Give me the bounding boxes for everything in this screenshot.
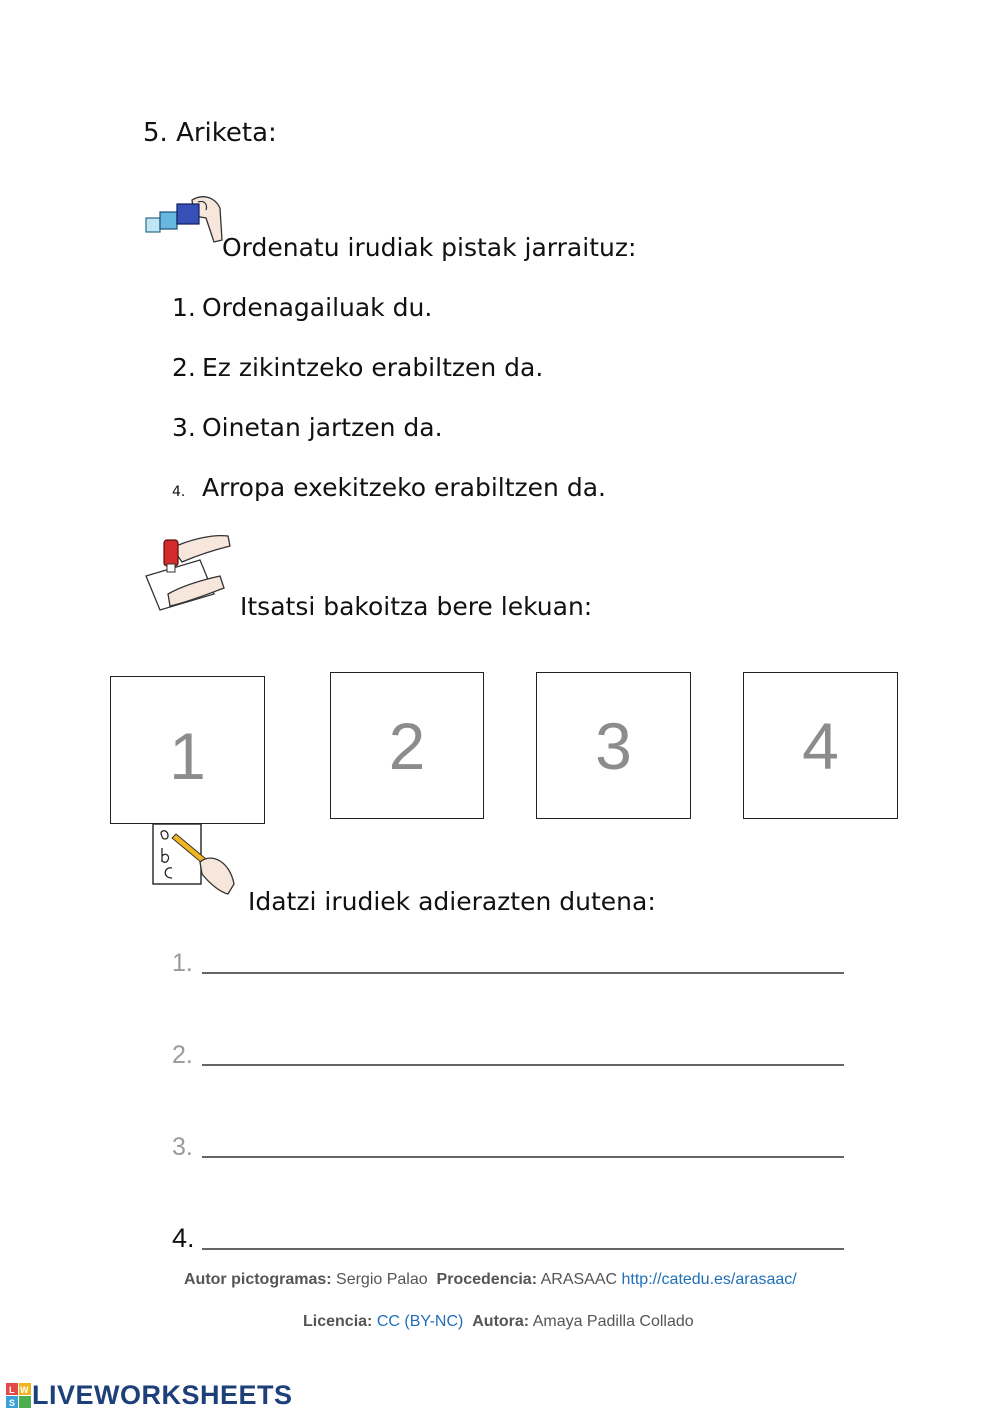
license-link[interactable]: CC (BY-NC) (376, 1313, 464, 1330)
clue-1 (172, 293, 432, 322)
source-name: ARASAAC (540, 1271, 618, 1288)
line-number: 2. (172, 1041, 193, 1069)
creator-label: Autora: (472, 1313, 530, 1330)
brand-text: LIVEWORKSHEETS (32, 1380, 293, 1410)
glue-stick-icon (142, 532, 234, 614)
line-number: 4. (172, 1223, 195, 1253)
answer-line[interactable] (202, 971, 844, 974)
image-box-1[interactable]: 1 (110, 676, 265, 824)
line-number: 1. (172, 949, 193, 977)
image-box-2[interactable]: 2 (330, 672, 484, 819)
instruction-order: Ordenatu irudiak pistak jarraituz: (222, 233, 637, 262)
clue-4 (172, 473, 606, 502)
exercise-title: 5. Ariketa: (143, 118, 277, 148)
answer-line[interactable] (202, 1247, 844, 1250)
source-label: Procedencia: (436, 1271, 538, 1288)
clue-text: Ez zikintzeko erabiltzen da. (202, 353, 544, 382)
liveworksheets-brand[interactable] (6, 1380, 293, 1411)
order-blocks-icon (142, 192, 224, 244)
writing-pencil-icon (150, 822, 238, 900)
clue-text: Ordenagailuak du. (202, 293, 433, 322)
creator-name: Amaya Padilla Collado (532, 1313, 694, 1330)
write-line-4[interactable] (172, 1214, 844, 1254)
license-label: Licencia: (303, 1313, 373, 1330)
image-box-3[interactable]: 3 (536, 672, 691, 819)
logo-letter: S (9, 1397, 16, 1408)
write-line-3[interactable] (172, 1122, 844, 1162)
line-number: 3. (172, 1133, 193, 1161)
author-label: Autor pictogramas: (184, 1271, 332, 1288)
clue-number: 3. (172, 413, 196, 442)
clue-2 (172, 353, 543, 382)
answer-line[interactable] (202, 1155, 844, 1158)
answer-line[interactable] (202, 1063, 844, 1066)
credits-line-1 (184, 1271, 797, 1289)
credits-line-2 (303, 1313, 694, 1331)
instruction-write: Idatzi irudiek adierazten dutena: (248, 887, 656, 916)
image-box-4[interactable]: 4 (743, 672, 898, 819)
author-name: Sergio Palao (336, 1271, 428, 1288)
clue-3 (172, 413, 443, 442)
write-line-1[interactable] (172, 938, 844, 978)
clue-number: 4. (172, 484, 186, 500)
clue-number: 2. (172, 353, 196, 382)
instruction-paste: Itsatsi bakoitza bere lekuan: (240, 592, 593, 621)
clue-text: Arropa exekitzeko erabiltzen da. (202, 473, 606, 502)
source-link[interactable]: http://catedu.es/arasaac/ (621, 1271, 797, 1288)
clue-number: 1. (172, 293, 196, 322)
liveworksheets-logo-icon (6, 1383, 32, 1409)
logo-letter: W (20, 1384, 29, 1395)
write-line-2[interactable] (172, 1030, 844, 1070)
clue-text: Oinetan jartzen da. (202, 413, 443, 442)
logo-letter: L (9, 1384, 15, 1395)
